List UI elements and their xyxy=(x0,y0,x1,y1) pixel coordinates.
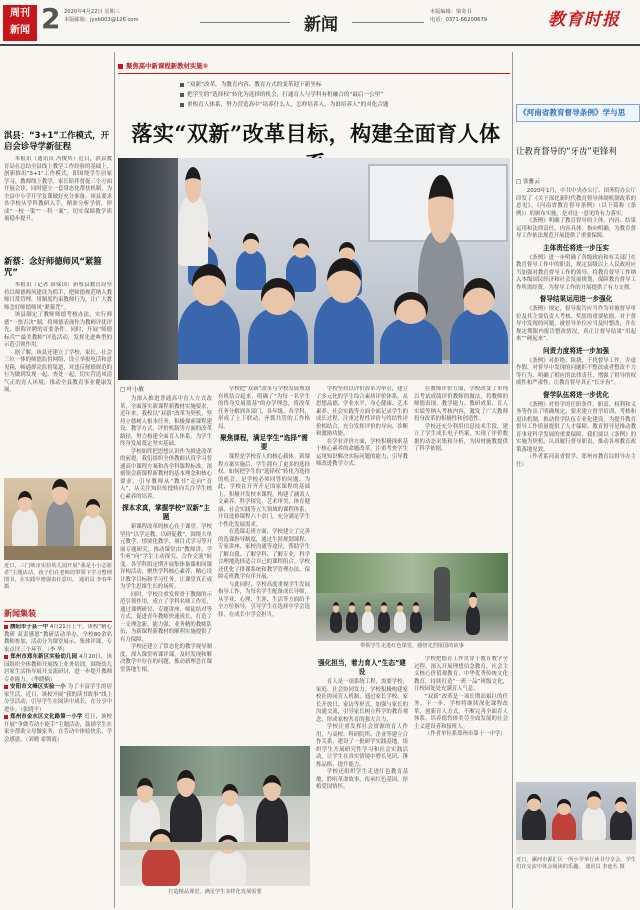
news-roundup-title: 新闻集装 xyxy=(4,608,112,622)
article-paragraph: 该县制定了教师师德考核办法，实行师德“一票否决”制，将师德表现作为教师评优评先、职称评聘的首要条件。同时，开展“师德标兵”“最美教师”评选活动，发挥先进典型的示范引领作用。 xyxy=(4,312,112,348)
right-photo-caption: 近日，漯河市源汇区一所小学举行读书分享会，学生们在交流中体会阅读的乐趣。 通讯员 李连丛 摄 xyxy=(516,857,636,870)
student-figure xyxy=(362,611,374,633)
table-edge xyxy=(120,842,310,850)
table-surface xyxy=(516,840,636,854)
desk-surface xyxy=(178,364,510,380)
article-paragraph: 《条例》明确了教育督导的主体、内容、结果运用和法律责任，内容具体、指向明确，为教育督导工作依法规范开展提供了重要保障。 xyxy=(516,218,636,239)
article-column-3 xyxy=(316,386,408,550)
student-figure xyxy=(330,611,342,633)
article-paragraph: 新课程改革的核心在于课堂。学校坚持“以学定教、以研促教”，围绕大单元教学、情境化教学、项目式学习等开展专题研究，推动课堂由“教师讲、学生听”向“学生主动探究、合作交流”转变。各学科组定期开展集体备课和同课异构活动，聚焦学科核心素养，精心设计教学目标和学习任务，让课堂真正成为学生思维生长的场所。 xyxy=(120,524,212,590)
news-item-body: 为了丰富学生的居家生活，近日，该校开展“我的读书故事”线上分享活动，引导学生在阅读中成长，在分享中进步。（张晓平） xyxy=(4,684,112,713)
article-paragraph: 《条例》对督学的任职条件、职责、权利和义务等作出了明确规定，要求建立督学培训、考核和退出机制，推动督学队伍专业化建设，为提升教育督导工作质量提供了人才保障。教育督导是推动教育事业科学发展的重要保障，我们要以《条例》的实施为契机，认真履行督导职责，推动各项教育政策落地见效。 xyxy=(516,401,636,453)
table-surface xyxy=(4,546,112,560)
square-bullet-icon xyxy=(4,625,8,629)
student-figure xyxy=(142,846,180,886)
article-paragraph: 学校还充分利用信息技术手段，建立了学生成长电子档案，实现了评价数据的动态采集和分析，为因材施教提供了科学依据。 xyxy=(414,423,508,452)
news-item-body: 4月20日，该园组织全体教师开展线上业务培训，围绕幼儿居家生活指导展开交流研讨，进一步提升教师专业能力。（华晓楠） xyxy=(4,654,112,683)
article-subheading: 强化担当，着力育人“生态”建设 xyxy=(318,659,406,676)
student-figure xyxy=(522,808,546,842)
summary-bullet xyxy=(180,90,510,100)
student-figure xyxy=(210,850,246,886)
article-subheading: 聚焦课程，满足学生“选择”需要 xyxy=(220,434,308,451)
left-article-2-title: 新蔡：念好师德师风“紧箍咒” xyxy=(4,256,102,277)
left-article-1-title: 淇县：“3+1”工作模式，开启会诊导学新征程 xyxy=(4,130,110,151)
news-item xyxy=(4,654,112,684)
article-column-4 xyxy=(414,386,508,550)
article-paragraph: 2020年1月，中共中央办公厅、国务院办公厅印发了《关于深化新时代教育督导体制机制改革的意见》。《河南省教育督导条例》（以下简称《条例》）的颁布实施，是对这一意见的有力落实。 xyxy=(516,188,636,217)
student-figure xyxy=(610,810,632,842)
dark-foreground xyxy=(118,158,178,380)
summary-bullet-text: “双新”改革，为教育内容、教育方式的变革迎下新坐标 xyxy=(187,82,322,88)
article-column-4-bottom xyxy=(414,656,508,908)
article-paragraph: 育人是一项系统工程，需要学校、家庭、社会协同发力。学校积极构建家校社协同育人机制，通过家长学校、家长开放日、家访等形式，加强与家长的沟通交流，引导家长树立科学的教育观念，形成家校共育的强大合力。 xyxy=(316,679,408,723)
article-paragraph: 学校还组织学生走进红色教育基地，聆听革命故事，传承红色基因，厚植爱国情怀。 xyxy=(316,769,408,790)
author-note: （作者系河南省督学、郑州市教育局督导办主任） xyxy=(516,454,636,468)
left-photo-caption: 近日，三门峡市实验幼儿园开展“我是小小志愿者”主题活动，孩子们在老师的带领下学习整理图书，在实践中增强责任意识。 通讯员 李春华 摄 xyxy=(4,563,112,590)
header-rule-left xyxy=(200,22,290,23)
student-figure xyxy=(410,611,422,633)
statue xyxy=(434,567,450,621)
student-figure xyxy=(378,611,390,633)
child-figure xyxy=(80,514,106,550)
series-text: 聚焦高中新课程新教材实施⑤ xyxy=(126,62,209,70)
article-paragraph: 课程是学校育人的核心载体。新课程方案实施后，学生拥有了更多的选择权。如何把学生的“选择权”转化为选择的机会，是学校必须回答的问题。为此，学校在开齐开足国家课程的基础上，积极开发校本课程，构建了涵盖人文素养、科学探究、艺术审美、体育健康、社会实践等五大领域的课程体系，开设选修课程六十余门，充分满足学生个性化发展需求。 xyxy=(218,454,310,528)
reading-session-photo xyxy=(516,782,636,854)
student-figure xyxy=(552,812,576,842)
article-paragraph: 学校注重发挥社会资源的育人作用，与高校、科研院所、企业等建立合作关系，建设了一批研学实践基地，组织学生开展研究性学习和社会实践活动，让学生在真实情境中增长见识、锤炼品格、提升能力。 xyxy=(316,724,408,768)
news-item-title: 安阳市文峰区实验一小 xyxy=(10,684,66,690)
outdoor-photo xyxy=(316,553,508,641)
main-headline: 落实“双新”改革目标，构建全面育人体 xyxy=(131,121,501,146)
teacher-figure xyxy=(466,605,480,635)
article-byline: □ 叶小敏 xyxy=(120,387,144,393)
article-paragraph: 同时，学校注重发挥骨干教师的示范引领作用，成立了学科名师工作室，通过课例研讨、专题讲座、师徒结对等方式，促进青年教师快速成长，打造了一支理念新、能力强、业务精的教师队伍，为新课程新教材的顺利实施提供了有力保障。 xyxy=(120,591,212,643)
teacher-figure xyxy=(46,500,74,550)
student-standing-figure xyxy=(178,196,208,266)
news-item-title: 濮阳市于县一中 xyxy=(10,624,49,630)
article-paragraph: 为深入推进普通高中育人方式改革，全面落实新课程新教材实施要求，近年来，我校以“双新”改革为契机，坚持立德树人根本任务，积极探索课程建设、教学方式、评价机制等方面的改革路径，努力构建全面育人体系，为学生终身发展奠定坚实基础。 xyxy=(120,396,212,447)
article-paragraph: 学校把德育工作贯穿于教育教学全过程，深入开展理想信念教育、社会主义核心价值观教育、中华优秀传统文化教育，持续打造“一班一品”班级文化，让校园处处充满育人气息。 xyxy=(414,656,508,692)
logo-bottom-text: 新闻 xyxy=(10,25,30,36)
child-figure xyxy=(12,508,38,548)
right-article-title: 让教育督导的“牙齿”更锋利 xyxy=(516,146,617,156)
header-divider xyxy=(0,44,640,46)
article-paragraph: 学校还建立了常态化的教学视导制度，深入课堂听课评课，及时发现和解决教学中存在的问题，推动新理念在课堂落地生根。 xyxy=(120,644,212,673)
article-subheading: 督导结果运用进一步强化 xyxy=(539,295,613,303)
article-paragraph: 《条例》对拒绝、阻挠、干扰督导工作，弄虚作假、对督导中发现的问题拒不整改或者整改不力等行为，明确了相应的法律责任，增强了督导的权威性和严肃性，让教育督导真正“长牙齿”。 xyxy=(516,357,636,386)
article-paragraph: 《条例》规定，督导报告应当作为对被督导单位及其主要负责人考核、奖惩的重要依据。对于督导中发现的问题，被督导单位应当及时整改，并在规定期限内报告整改情况，真正让督导结果“用起来”“硬起来”。 xyxy=(516,306,636,342)
summary-bullet-text: 重构育人体系，努力营造高中“培养什么人、怎样培养人、为谁培养人”的对化合题 xyxy=(187,102,389,108)
series-rule xyxy=(118,73,510,74)
square-bullet-icon xyxy=(180,83,184,87)
summary-bullet xyxy=(180,100,510,110)
article-paragraph: 与此同时，学校高度重视学生发展指导工作，为每名学生配备成长导师，从学业、心理、生涯、生活等方面给予全方位指导，引导学生在选择中学会选择，在成长中学会担当。 xyxy=(218,581,310,618)
article-paragraph: 学校始终把思想认识作为推进改革的前提。我们组织全体教师认真学习普通高中课程方案和各学科课程标准，深刻领会新课程新教材的基本理念和核心要求，引导教师从“教书”走向“育人”，从关注知识传授转向关注学生核心素养的培养。 xyxy=(120,448,212,500)
issue-date: 2020年4月22日 星期三 xyxy=(64,9,120,15)
square-bullet-icon xyxy=(180,103,184,107)
editor-phone: 电话：0371-66200679 xyxy=(430,17,488,23)
page-editor: 本版编辑：梁奇书 xyxy=(430,9,472,15)
article-paragraph: 《条例》进一步明确了各级政府和有关部门在教育督导工作中的职责，规定县级以上人民政府应当加强对教育督导工作的领导，将教育督导工作纳入本级国民经济和社会发展规划，保障教育督导工作所需经费，为督导工作的开展提供了有力支撑。 xyxy=(516,254,636,291)
header-rule-right xyxy=(352,22,424,23)
right-article-byline: □ 张雅云 xyxy=(516,179,540,185)
summary-bullets xyxy=(180,80,510,110)
page-number: 2 xyxy=(41,2,61,35)
series-tag xyxy=(118,60,208,72)
news-item-body: 近日，该校开展“争做劳动小能手”主题活动，鼓励学生在家中帮助父母做家务，在劳动中体验快乐、学会感恩。（刘晓 霍朝霞） xyxy=(4,714,112,743)
article-column-3-bottom xyxy=(316,656,408,908)
article-paragraph: 学校坚持以评价改革为牵引，建立了多元化的学生综合素质评价体系，从思想品德、学业水平、身心健康、艺术素养、社会实践等方面全面记录学生的成长过程，注重过程性评价与终结性评价相结合，充分发挥评价的导向、诊断和激励功能。 xyxy=(316,386,408,437)
square-bullet-icon xyxy=(4,655,8,659)
article-paragraph: 据了解，该县还建立了学校、家长、社会三位一体的师德监督网络，设立举报电话和意见箱，畅通群众监督渠道，对违反师德规范的行为做到发现一起、查处一起，切实营造风清气正的育人环境，推动全县教育事业健康发展。 xyxy=(4,349,112,393)
page-email: 本版邮箱：jyxb003@126.com xyxy=(64,17,139,23)
square-bullet-icon xyxy=(118,64,123,69)
student-figure xyxy=(236,250,266,290)
news-item xyxy=(4,624,112,654)
right-column-divider xyxy=(512,52,513,908)
left-column-divider xyxy=(114,52,115,908)
class-photo-caption: 打造精品课堂，满足学生多样化发展需要 xyxy=(168,889,262,895)
summary-bullet xyxy=(180,80,510,90)
article-paragraph: 本报讯（记者 薛保国）新蔡县教育局坚持以师德师风建设为抓手，把师德规范纳入教师日常管理，用制度约束教师行为，让广大教师念好师德师风“紧箍咒”。 xyxy=(4,282,112,311)
student-figure xyxy=(394,611,406,633)
logo-top-text: 周刊 xyxy=(10,8,30,19)
article-subheading: 问责力度将进一步加强 xyxy=(543,346,609,355)
weekly-logo xyxy=(3,5,37,41)
left-article-2-body xyxy=(4,282,112,472)
student-figure xyxy=(256,796,288,846)
article-subheading: 督学队伍将进一步优化 xyxy=(543,390,609,399)
article-subheading: 主体责任将进一步压实 xyxy=(543,243,609,252)
article-subheading: 探本求真，掌握学校“双新”主题 xyxy=(122,504,210,521)
news-item-body: 4月21日上午，该校“精心教研 双责感恩”教研活动举办，全校80余名教师参加，活动分为课堂展示、集体评课、专家点评三个环节。（李 华） xyxy=(4,624,112,653)
student-figure xyxy=(582,806,606,842)
article-paragraph: 在教师评价方面，学校改变了单纯以考试成绩评价教师的做法，将教师的师德表现、教学能力、教研成果、育人实绩等纳入考核内容，激发了广大教师投身改革的积极性和创造性。 xyxy=(414,386,508,422)
student-figure xyxy=(346,611,358,633)
article-paragraph: 在学业评价方面，学校积极探索基于核心素养的命题改革，注重考查学生运用知识解决实际问题的能力，引导教师改进教学方式。 xyxy=(316,438,408,467)
column-series-tag: 《河南省教育督导条例》学与思 xyxy=(516,104,640,122)
square-bullet-icon xyxy=(4,715,8,719)
article-paragraph: 在选课走班方面，学校建立了完善的选课指导制度，通过生涯规划课程、专家讲座、家校沟通等途径，帮助学生了解自我、了解学科、了解专业，科学合理地选择适合自己的课程组合。学校还优化了排课系统和教学管理办法，保障走班教学有序开展。 xyxy=(218,529,310,580)
square-bullet-icon xyxy=(180,93,184,97)
news-item-title: 郑州市郑东新区实验幼儿园 xyxy=(10,654,78,660)
news-item-title: 郑州市金水区文化路第一小学 xyxy=(10,714,83,720)
article-paragraph: “双新”改革是一项长期而艰巨的任务。下一步，学校将继续深化课程改革，创新育人方式，不断完善全面育人体系，培养德智体美劳全面发展的社会主义建设者和接班人。 xyxy=(414,693,508,730)
article-paragraph: 学校把“双新”改革与学校发展规划有机结合起来，明确了“为每一名学生的终身发展奠基”的办学理念，将改革任务分解到各部门、各年级、各学科，形成了上下联动、齐抓共管的工作格局。 xyxy=(218,386,310,430)
masthead-logo: 教育时报 xyxy=(548,10,620,30)
kindergarten-photo xyxy=(4,478,112,560)
tree-line xyxy=(316,553,508,593)
section-title: 新闻 xyxy=(304,15,338,35)
news-item xyxy=(4,714,112,744)
article-paragraph: （作者单位系郑州市第十一中学） xyxy=(424,731,506,737)
left-article-1-body xyxy=(4,156,112,252)
news-roundup-list xyxy=(4,624,112,908)
teacher-figure xyxy=(170,792,202,844)
article-column-2 xyxy=(218,386,310,742)
summary-bullet-text: 把学生的“选择权”转化为选择的机会，打通育人与学科有机融合的“最后一公里” xyxy=(187,92,384,98)
article-column-1 xyxy=(120,386,212,742)
article-paragraph: 本报讯（通讯员 冯俊其）近日，淇县教育局在总结全县线上教学工作经验的基础上，创新推出“3+1”工作模式，即围绕学生居家学习、教师线上教学、家长陪伴督促三个方面开展会诊，同时建立一套常态化帮扶机制，为全县中小学开学复课做好充分准备。该县要求各学校从学科教研入手，精准分析学情，形成“一校一策”“一科一案”，切实保障教学质量稳步提升。 xyxy=(4,156,112,222)
class-activity-photo xyxy=(120,746,310,886)
square-bullet-icon xyxy=(4,685,8,689)
news-item xyxy=(4,684,112,714)
right-article-body xyxy=(516,178,636,772)
classroom-photo xyxy=(118,158,510,380)
outdoor-photo-caption: 带领学生走进红色课堂，感悟先烈报国的故事 xyxy=(360,643,464,649)
